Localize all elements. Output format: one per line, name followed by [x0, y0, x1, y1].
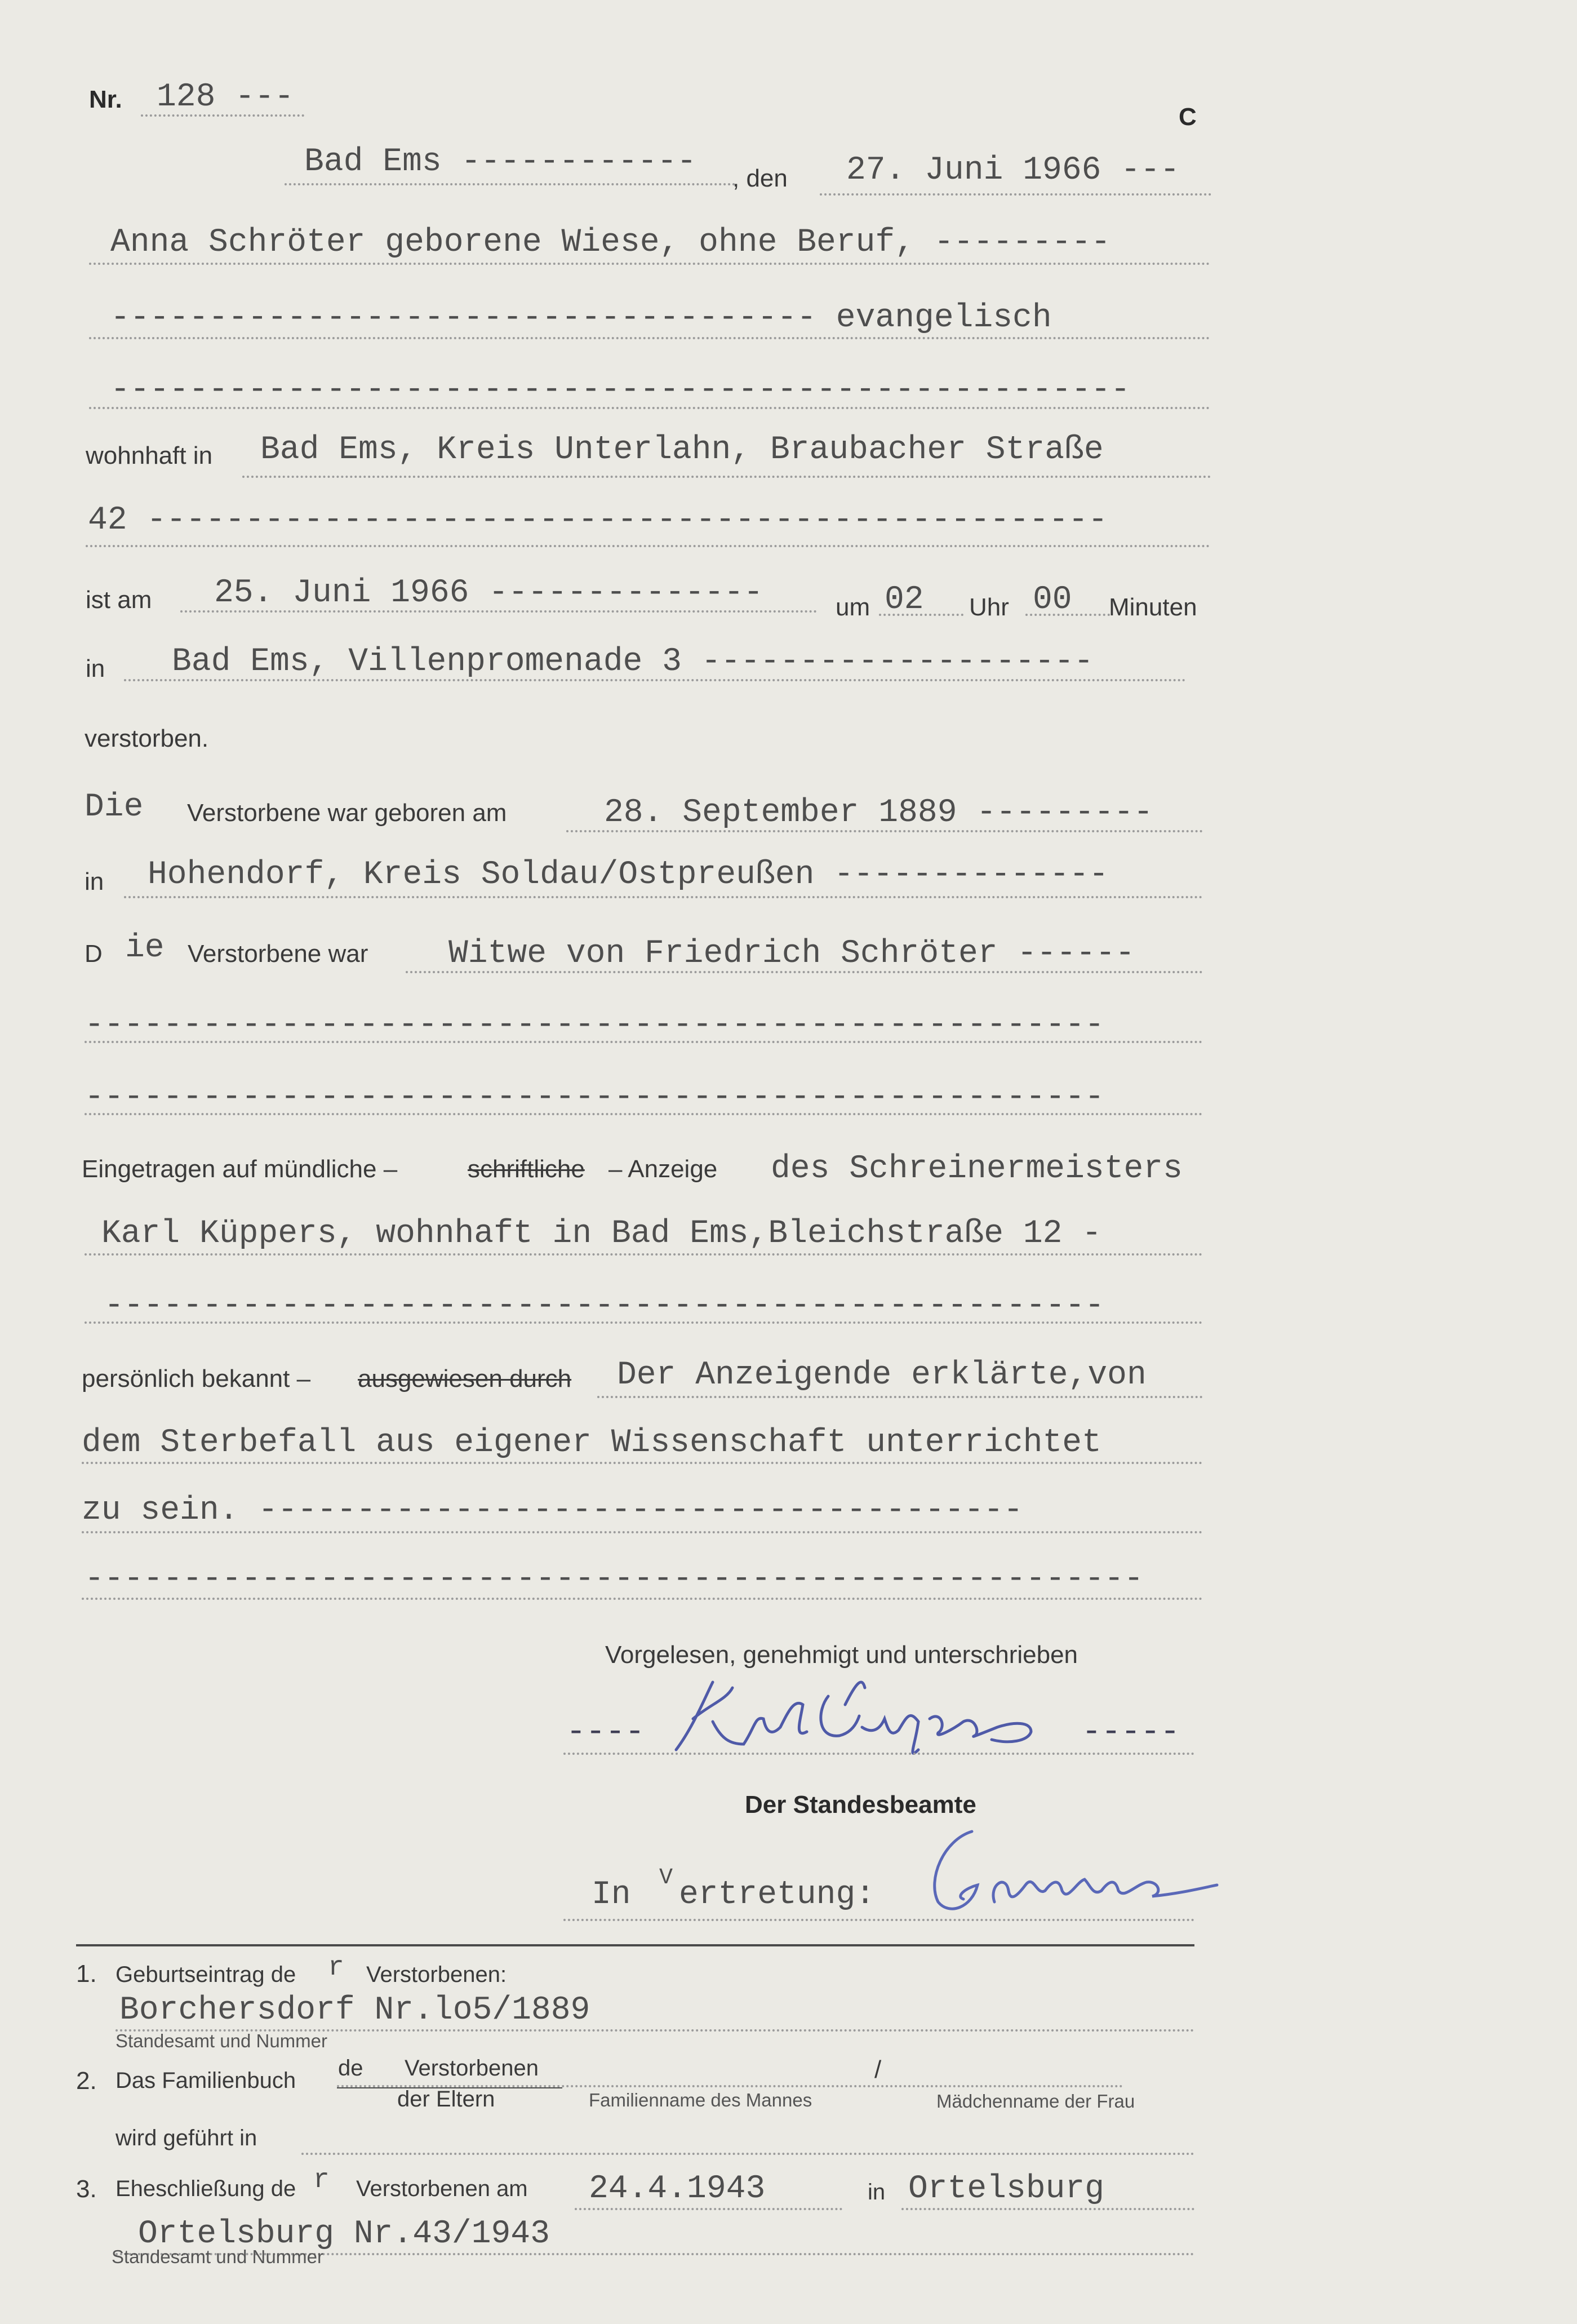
person-line-3: ---------------------------------------------------- [110, 372, 1130, 409]
date-dotted-line [820, 193, 1211, 196]
standesamt-label-1: Standesamt und Nummer [116, 2030, 328, 2051]
registration-dotted-2 [85, 1253, 1203, 1256]
standesamt-label-2: Standesamt und Nummer [112, 2246, 324, 2267]
birth-place-dotted [124, 896, 1203, 898]
birth-label: Verstorbene war geboren am [187, 799, 507, 827]
person-line-2: ------------------------------------ evangelisch [110, 300, 1052, 336]
vertretung-rest: ertretung: [679, 1877, 876, 1913]
ehe-r: r [313, 2165, 330, 2196]
death-place-dotted [124, 679, 1186, 681]
residence-dotted-2 [86, 545, 1210, 547]
registration-label: Eingetragen auf mündliche – [82, 1155, 398, 1183]
residence-dotted-1 [242, 476, 1211, 478]
identity-struck: ausgewiesen durch [358, 1365, 572, 1392]
status-line-2: ---------------------------------------------------- [85, 1007, 1104, 1044]
identity-dotted-1 [597, 1396, 1203, 1398]
ehe-place-dotted [901, 2208, 1194, 2210]
form-letter: C [1179, 103, 1197, 131]
uhr-label: Uhr [969, 593, 1009, 621]
ehe-date: 24.4.1943 [589, 2171, 766, 2207]
footer-n1: 1. [76, 1960, 97, 1988]
familienbuch-label: Das Familienbuch [116, 2068, 296, 2093]
ehe-date-dotted [575, 2208, 842, 2210]
death-date: 25. Juni 1966 -------------- [214, 575, 763, 611]
death-date-dotted [180, 610, 817, 613]
wohnhaft-label: wohnhaft in [86, 442, 213, 469]
birth-date: 28. September 1889 --------- [604, 795, 1153, 831]
status-prefix-d: D [85, 940, 103, 968]
signature-dotted [563, 1753, 1194, 1755]
ehe-standesamt: Ortelsburg Nr.43/1943 [138, 2216, 550, 2252]
ist-am-label: ist am [86, 586, 152, 614]
identity-label: persönlich bekannt – [82, 1365, 311, 1392]
status-dotted-3 [85, 1113, 1203, 1115]
identity-dotted-3 [82, 1531, 1203, 1533]
place-value: Bad Ems ------------ [304, 144, 697, 180]
identity-line-1: Der Anzeigende erklärte,von [617, 1357, 1147, 1394]
signature-karl-kueppers [659, 1665, 1065, 1761]
death-hour: 02 [885, 582, 924, 618]
nr-value: 128 --- [157, 79, 294, 116]
um-label: um [836, 593, 870, 621]
date-value: 27. Juni 1966 --- [846, 152, 1180, 189]
ehe-label: Eheschließung de [116, 2176, 296, 2201]
signature-vertretung [910, 1817, 1231, 1924]
residence-line-1: Bad Ems, Kreis Unterlahn, Braubacher Straße [260, 432, 1104, 468]
vertretung-dotted [563, 1919, 1194, 1921]
minuten-label: Minuten [1109, 593, 1197, 621]
signature-dash-left: ---- [566, 1714, 645, 1751]
person-dotted-2 [89, 337, 1210, 339]
ehe-place: Ortelsburg [908, 2171, 1105, 2207]
birth-in-label: in [85, 868, 104, 895]
vorgelesen-text: Vorgelesen, genehmigt und unterschrieben [605, 1641, 1078, 1669]
den-label: , den [732, 165, 788, 192]
gefuehrt-label: wird geführt in [116, 2126, 257, 2150]
status-dotted-2 [85, 1041, 1203, 1043]
person-dotted-1 [89, 263, 1210, 265]
gefuehrt-dotted [301, 2153, 1194, 2155]
geburt-r: r [328, 1953, 344, 1983]
footer-n2: 2. [76, 2067, 97, 2095]
footer-n3: 3. [76, 2175, 97, 2203]
geburt-value: Borchersdorf Nr.lo5/1889 [119, 1992, 590, 2029]
residence-line-2: 42 ------------------------------------------------- [88, 502, 1108, 539]
nr-label: Nr. [89, 86, 122, 113]
familienbuch-slash: / [874, 2056, 882, 2083]
birth-place: Hohendorf, Kreis Soldau/Ostpreußen -------------- [148, 857, 1109, 893]
minutes-dotted [1025, 614, 1110, 616]
frau-label: Mädchenname der Frau [936, 2091, 1135, 2112]
signature-dash-right: ----- [1082, 1714, 1180, 1751]
familienbuch-de: de [338, 2056, 363, 2081]
identity-line-2: dem Sterbefall aus eigener Wissenschaft unterrichtet [82, 1425, 1101, 1461]
geburt-label-2: Verstorbenen: [366, 1962, 507, 1987]
vertretung-in: In [592, 1877, 631, 1913]
status-prefix-ie: ie [125, 930, 165, 966]
registration-value-3: --------------------------------------------------- [104, 1288, 1105, 1324]
death-place: Bad Ems, Villenpromenade 3 -------------------- [172, 644, 1094, 680]
person-line-1: Anna Schröter geborene Wiese, ohne Beruf, --------- [110, 224, 1111, 261]
registration-struck: schriftliche [468, 1155, 585, 1183]
familienbuch-verstorbenen: Verstorbenen [405, 2056, 539, 2081]
mann-label: Familienname des Mannes [589, 2090, 812, 2110]
registration-dotted-3 [85, 1321, 1203, 1324]
geburt-label: Geburtseintrag de [116, 1962, 296, 1987]
verstorben-label: verstorben. [85, 725, 209, 752]
status-line-3: ---------------------------------------------------- [85, 1079, 1104, 1116]
der-eltern: der Eltern [397, 2087, 495, 2112]
status-label: Verstorbene war [188, 940, 368, 968]
status-dotted-1 [406, 971, 1203, 973]
birth-prefix: Die [85, 789, 144, 826]
registration-value-2: Karl Küppers, wohnhaft in Bad Ems,Bleichstraße 12 - [101, 1216, 1102, 1252]
death-minutes: 00 [1033, 582, 1072, 618]
identity-line-3: zu sein. --------------------------------------- [82, 1492, 1023, 1529]
birth-date-dotted [566, 830, 1203, 832]
ehe-label-2: Verstorbenen am [356, 2176, 528, 2201]
identity-dotted-4 [82, 1598, 1203, 1600]
identity-line-4: ------------------------------------------------------ [85, 1561, 1144, 1598]
ehe-in-label: in [868, 2180, 886, 2205]
status-value: Witwe von Friedrich Schröter ------ [448, 935, 1135, 972]
identity-dotted-2 [82, 1462, 1203, 1464]
registration-value-1: des Schreinermeisters [771, 1151, 1183, 1187]
registration-label-2: – Anzeige [608, 1155, 718, 1183]
vertretung-v: V [659, 1865, 673, 1891]
nr-dotted-line [141, 114, 304, 117]
hour-dotted [879, 614, 963, 616]
person-dotted-3 [89, 407, 1210, 409]
death-in-label: in [86, 655, 105, 682]
footer-separator [76, 1944, 1194, 1946]
standesbeamte-label: Der Standesbeamte [745, 1791, 976, 1819]
place-dotted-line [285, 183, 735, 185]
